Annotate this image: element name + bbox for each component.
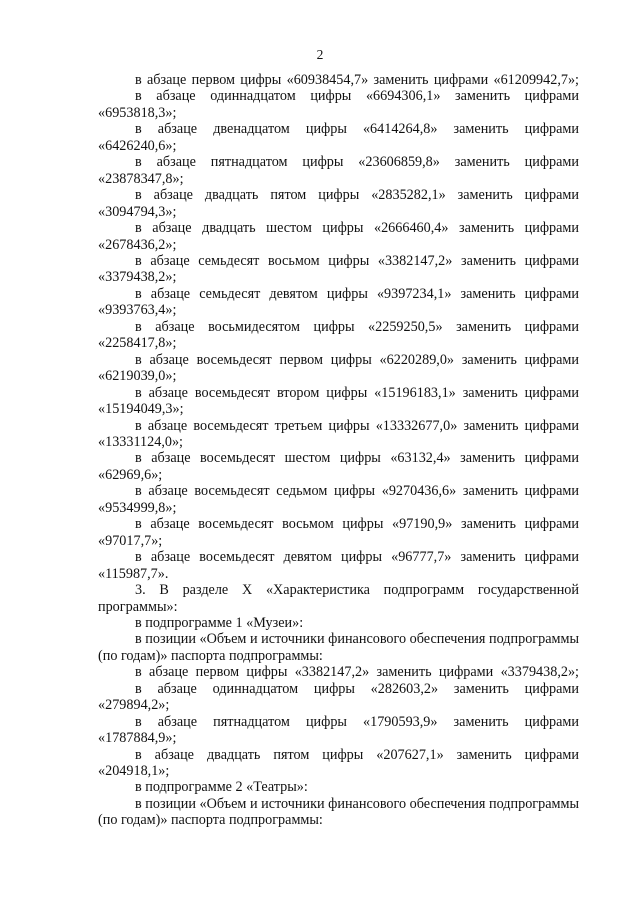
- paragraph: в подпрограмме 2 «Театры»:: [135, 779, 308, 796]
- paragraph: в позиции «Объем и источники финансового обеспечения подпрограммы (по годам)» паспорта подпрограммы:: [98, 631, 579, 664]
- paragraph: в абзаце восемьдесят шестом цифры «63132,4» заменить цифрами «62969,6»;: [98, 450, 579, 483]
- paragraph: в абзаце двадцать шестом цифры «2666460,4» заменить цифрами «2678436,2»;: [98, 220, 579, 253]
- paragraph: в абзаце восемьдесят девятом цифры «96777,7» заменить цифрами «115987,7».: [98, 549, 579, 582]
- paragraph: в абзаце первом цифры «60938454,7» заменить цифрами «61209942,7»;: [135, 72, 579, 88]
- paragraph: в абзаце семьдесят восьмом цифры «3382147,2» заменить цифрами «3379438,2»;: [98, 252, 579, 286]
- paragraph: в абзаце восемьдесят восьмом цифры «97190,9» заменить цифрами «97017,7»;: [98, 516, 579, 549]
- paragraph: в абзаце двадцать пятом цифры «207627,1» заменить цифрами «204918,1»;: [98, 746, 579, 780]
- paragraph: в абзаце восемьдесят третьем цифры «13332677,0» заменить цифрами «13331124,0»;: [98, 417, 579, 450]
- paragraph: в абзаце двадцать пятом цифры «2835282,1» заменить цифрами «3094794,3»;: [98, 187, 579, 220]
- paragraph: в абзаце первом цифры «3382147,2» заменить цифрами «3379438,2»;: [135, 664, 579, 681]
- paragraph: в абзаце одиннадцатом цифры «6694306,1» заменить цифрами «6953818,3»;: [98, 88, 579, 121]
- paragraph: в абзаце восемьдесят первом цифры «6220289,0» заменить цифрами «6219039,0»;: [98, 351, 579, 385]
- paragraph: в абзаце восьмидесятом цифры «2259250,5» заменить цифрами «2258417,8»;: [98, 318, 579, 352]
- paragraph: в абзаце пятнадцатом цифры «23606859,8» заменить цифрами «23878347,8»;: [98, 154, 579, 187]
- paragraph: в абзаце семьдесят девятом цифры «9397234,1» заменить цифрами «9393763,4»;: [98, 285, 579, 319]
- document-body: [98, 72, 579, 829]
- paragraph: в абзаце восемьдесят втором цифры «15196183,1» заменить цифрами «15194049,3»;: [98, 384, 579, 418]
- page-number: 2: [316, 47, 324, 62]
- paragraph: в абзаце пятнадцатом цифры «1790593,9» заменить цифрами «1787884,9»;: [98, 713, 579, 747]
- paragraph: в абзаце восемьдесят седьмом цифры «9270436,6» заменить цифрами «9534999,8»;: [98, 483, 579, 516]
- paragraph: в подпрограмме 1 «Музеи»:: [135, 614, 304, 631]
- paragraph: в абзаце одиннадцатом цифры «282603,2» заменить цифрами «279894,2»;: [98, 680, 579, 714]
- paragraph: 3. В разделе X «Характеристика подпрограмм государственной программы»:: [98, 582, 579, 615]
- paragraph: в абзаце двенадцатом цифры «6414264,8» заменить цифрами «6426240,6»;: [98, 121, 579, 154]
- paragraph: в позиции «Объем и источники финансового обеспечения подпрограммы (по годам)» паспорта подпрограммы:: [98, 795, 579, 829]
